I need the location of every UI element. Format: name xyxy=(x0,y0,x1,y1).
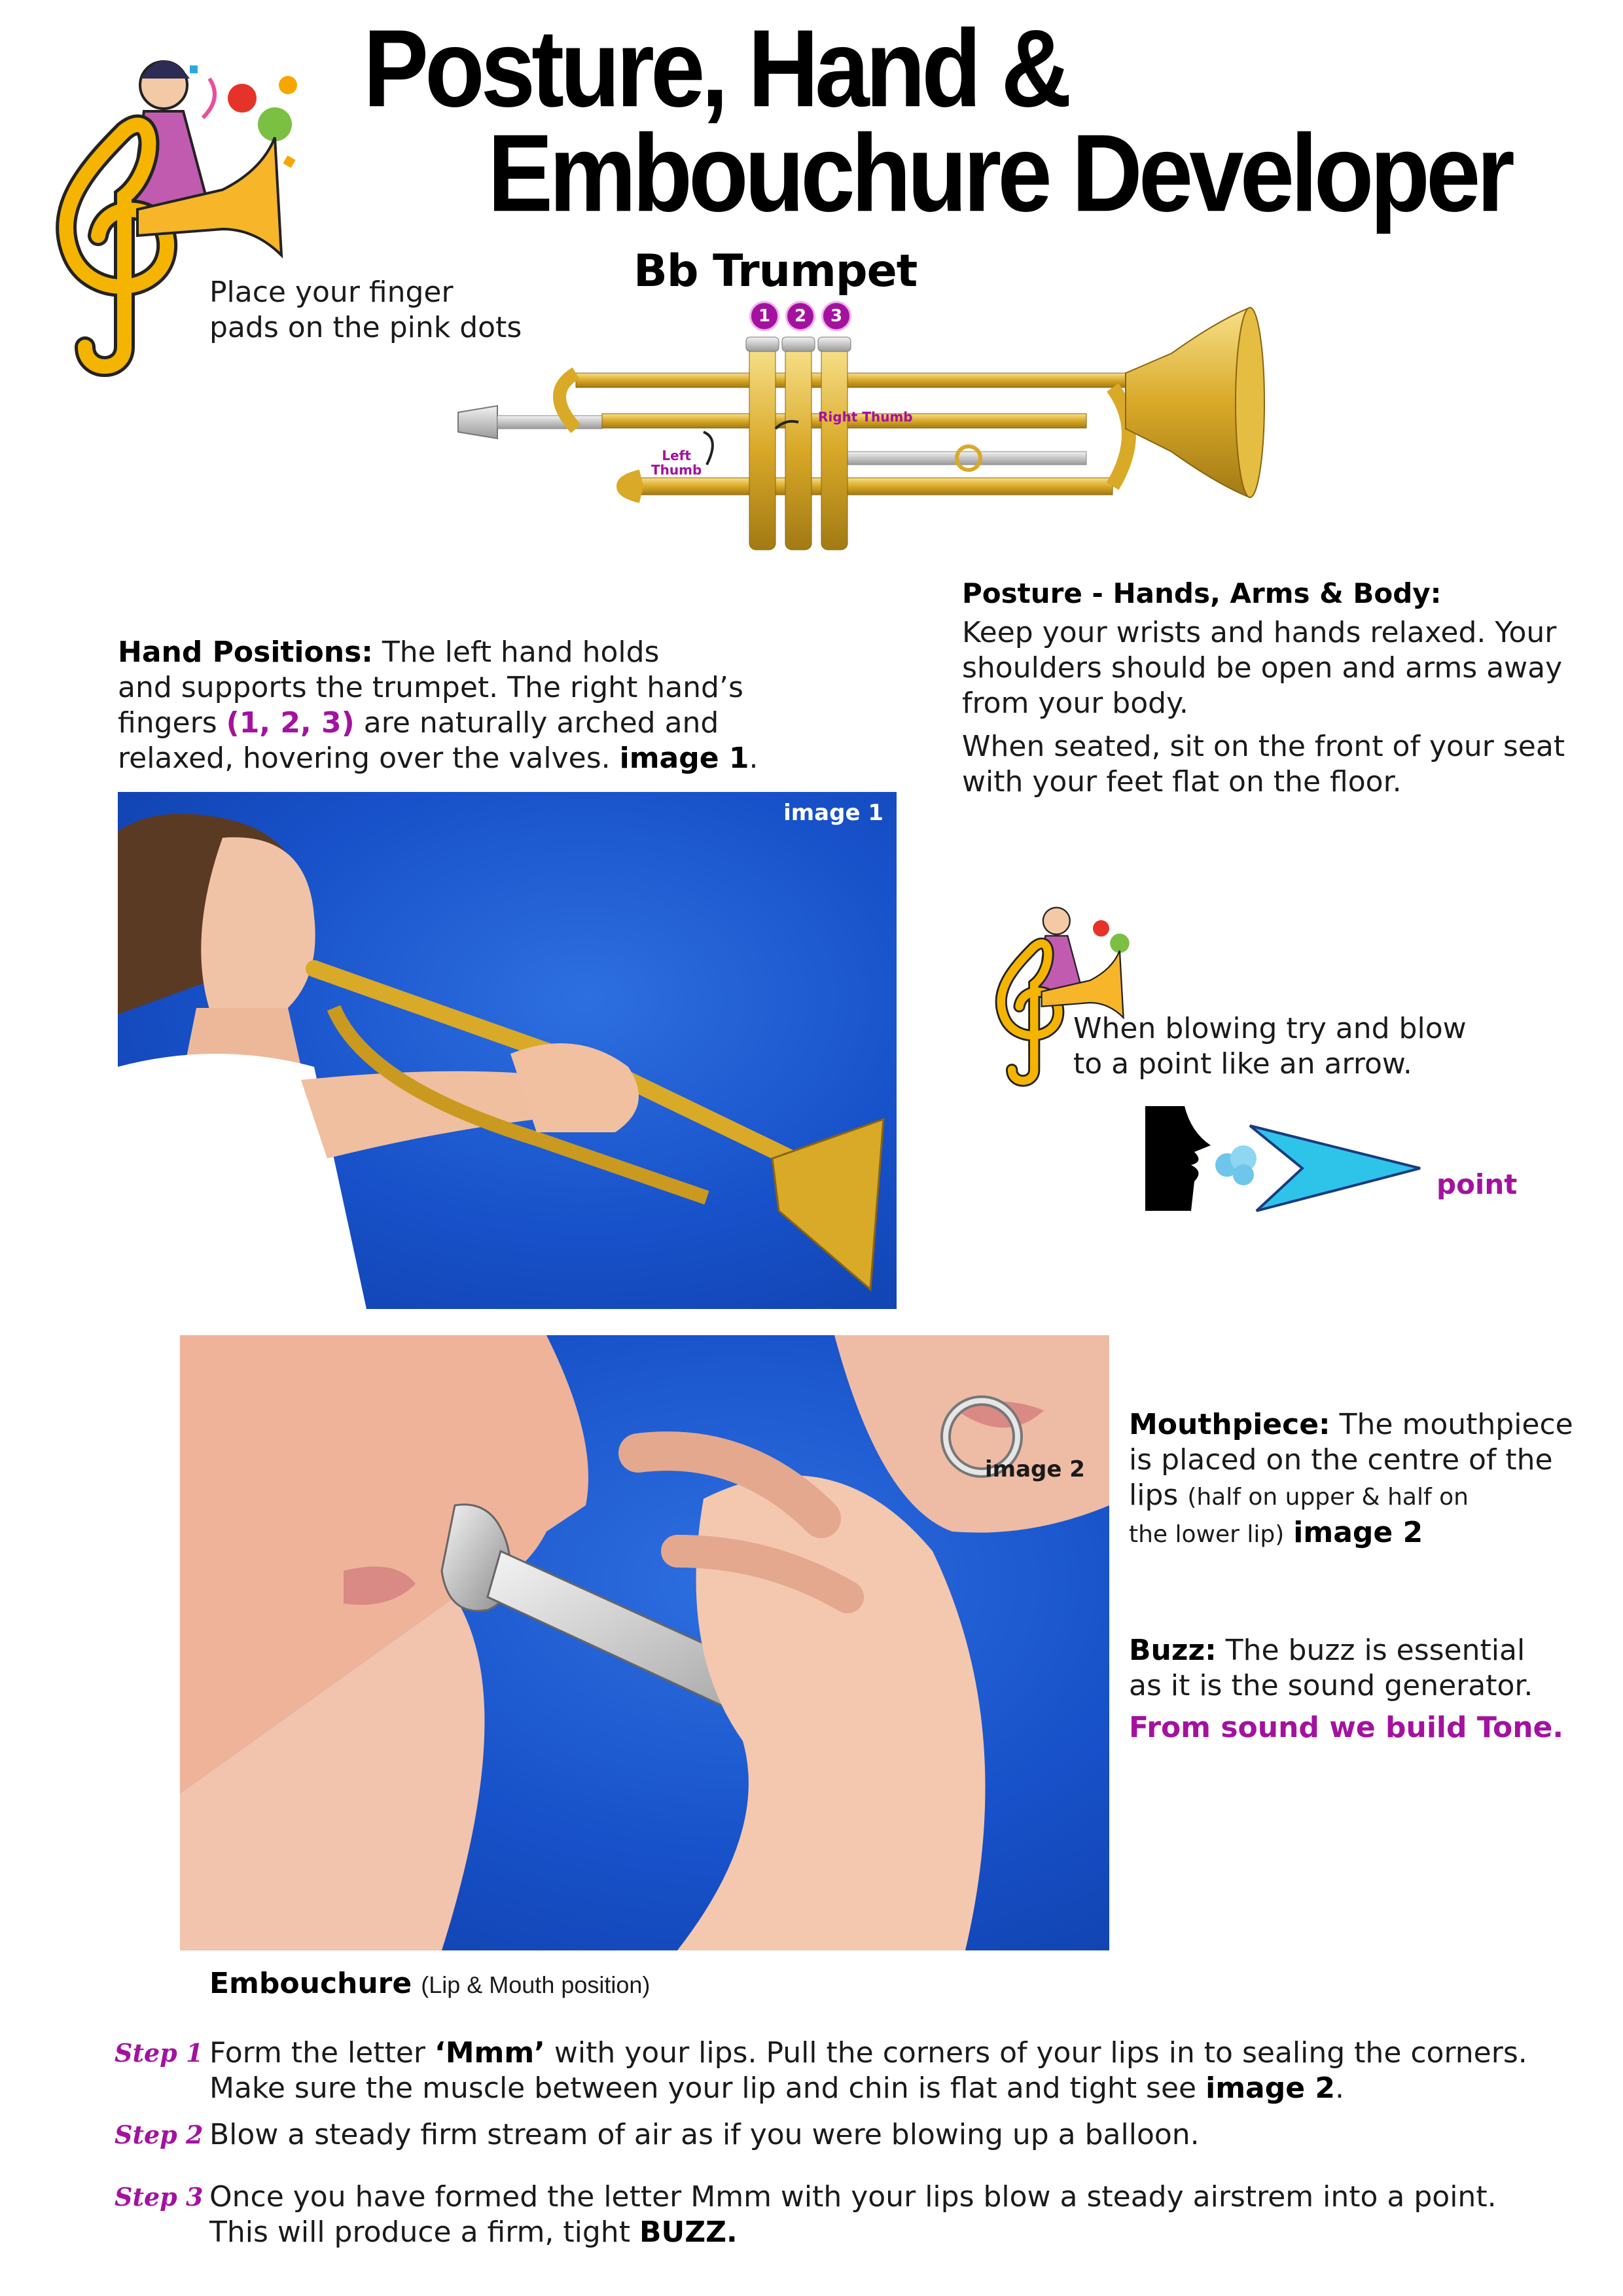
step-1 xyxy=(115,2036,1607,2106)
hand-positions-end: . xyxy=(749,742,758,775)
hand-positions-section xyxy=(118,635,838,776)
player-holding-trumpet-illustration xyxy=(118,792,897,1309)
mouthpiece-line-2: is placed on the centre of the xyxy=(1129,1443,1553,1477)
buzz-heading: Buzz: xyxy=(1129,1634,1217,1667)
step-1-text-1a: Form the letter xyxy=(209,2036,425,2070)
trumpet-icon xyxy=(445,301,1270,563)
embouchure-note: (Lip & Mouth position) xyxy=(421,1971,651,1998)
left-thumb-label-2: Thumb xyxy=(651,462,702,478)
right-thumb-label: Right Thumb xyxy=(818,409,913,425)
posture-p1-line-1: Keep your wrists and hands relaxed. Your xyxy=(962,616,1557,649)
blow-tip-line-1: When blowing try and blow xyxy=(1073,1012,1467,1045)
embouchure-caption xyxy=(209,1967,650,2000)
step-1-image-2-ref: image 2 xyxy=(1205,2072,1336,2105)
page-title-line1: Posture, Hand & xyxy=(363,6,1068,130)
step-1-text-1b: with your lips. Pull the corners of your lips in to sealing the corners. xyxy=(554,2036,1527,2070)
photo-embouchure xyxy=(180,1335,1109,1950)
mouthpiece-text-4a: the lower lip) xyxy=(1129,1521,1285,1548)
face-blowing-arrow-icon xyxy=(1139,1100,1427,1217)
valve-dot-3: 3 xyxy=(821,301,851,331)
step-2 xyxy=(115,2117,1607,2153)
hand-positions-line-3 xyxy=(118,706,838,741)
buzz-tone: From sound we build Tone. xyxy=(1129,1711,1564,1744)
buzz-line-1 xyxy=(1129,1633,1600,1668)
buzz-text-1: The buzz is essential xyxy=(1225,1634,1525,1667)
posture-p2-line-2: with your feet flat on the floor. xyxy=(962,765,1402,798)
hand-positions-line-4 xyxy=(118,741,838,776)
left-thumb-label xyxy=(651,448,702,477)
step-1-end: . xyxy=(1335,2072,1345,2105)
page-title-line2: Embouchure Developer xyxy=(488,111,1511,235)
hand-positions-text-3b: are naturally arched and xyxy=(363,706,719,740)
trumpet-diagram xyxy=(445,301,1270,563)
buzz-line-2: as it is the sound generator. xyxy=(1129,1669,1533,1702)
image-1-ref: image 1 xyxy=(619,742,749,775)
hand-positions-heading: Hand Positions: xyxy=(118,636,373,669)
step-3-buzz: BUZZ. xyxy=(639,2215,738,2249)
valve-dot-1: 1 xyxy=(749,301,779,331)
hand-positions-text-4: relaxed, hovering over the valves. xyxy=(118,742,611,775)
step-3-text-2a: This will produce a firm, tight xyxy=(209,2215,630,2249)
mouthpiece-line-3 xyxy=(1129,1478,1600,1515)
intro-line-2: pads on the pink dots xyxy=(209,311,522,344)
mouthpiece-text-3a: lips xyxy=(1129,1479,1179,1512)
posture-p1-line-2: shoulders should be open and arms away xyxy=(962,651,1563,685)
intro-line-1: Place your finger xyxy=(209,276,454,309)
image-2-label: image 2 xyxy=(985,1456,1085,1482)
step-3 xyxy=(115,2179,1607,2250)
step-3-label: Step 3 xyxy=(115,2182,204,2212)
buzz-section xyxy=(1129,1633,1600,1746)
hand-positions-text-1: The left hand holds xyxy=(382,636,660,669)
step-1-text xyxy=(209,2036,1607,2106)
step-2-label: Step 2 xyxy=(115,2120,204,2149)
blow-arrow-diagram xyxy=(1139,1100,1427,1217)
step-2-text: Blow a steady firm stream of air as if you were blowing up a balloon. xyxy=(209,2118,1200,2151)
finger-numbers: (1, 2, 3) xyxy=(226,706,355,740)
step-3-line-1: Once you have formed the letter Mmm with your lips blow a steady airstrem into a point. xyxy=(209,2180,1497,2214)
left-thumb-label-1: Left xyxy=(662,448,691,463)
posture-heading: Posture - Hands, Arms & Body: xyxy=(962,577,1442,609)
mouthpiece-section xyxy=(1129,1407,1600,1552)
blow-tip-text xyxy=(1073,1011,1467,1082)
mouthpiece-heading: Mouthpiece: xyxy=(1129,1408,1330,1441)
photo-hand-position xyxy=(118,792,897,1309)
mouthpiece-text-3b: (half on upper & half on xyxy=(1187,1484,1469,1511)
posture-p2-line-1: When seated, sit on the front of your seat xyxy=(962,730,1565,763)
embouchure-heading: Embouchure xyxy=(209,1967,412,2000)
image-1-label: image 1 xyxy=(783,800,883,826)
posture-section xyxy=(962,576,1590,800)
step-3-text xyxy=(209,2179,1607,2250)
hand-positions-line-1 xyxy=(118,635,838,670)
hand-positions-text-3a: fingers xyxy=(118,706,217,740)
step-1-line-2 xyxy=(209,2071,1607,2106)
hand-positions-line-2: and supports the trumpet. The right hand’s xyxy=(118,671,743,704)
step-3-line-2 xyxy=(209,2215,1607,2250)
page-subtitle: Bb Trumpet xyxy=(633,245,918,297)
image-2-ref: image 2 xyxy=(1293,1516,1423,1549)
step-1-mmm: ‘Mmm’ xyxy=(434,2036,545,2070)
step-1-label: Step 1 xyxy=(115,2038,204,2068)
point-label: point xyxy=(1436,1168,1518,1200)
mouthpiece-text-1: The mouthpiece xyxy=(1339,1408,1573,1441)
blow-tip-line-2: to a point like an arrow. xyxy=(1073,1047,1412,1081)
posture-p1-line-3: from your body. xyxy=(962,687,1188,720)
mouthpiece-line-4 xyxy=(1129,1515,1600,1552)
step-1-text-2a: Make sure the muscle between your lip and chin is flat and tight see xyxy=(209,2072,1197,2105)
embouchure-illustration xyxy=(180,1335,1109,1950)
valve-dot-2: 2 xyxy=(785,301,815,331)
step-1-line-1 xyxy=(209,2036,1607,2071)
mouthpiece-line-1 xyxy=(1129,1407,1600,1443)
